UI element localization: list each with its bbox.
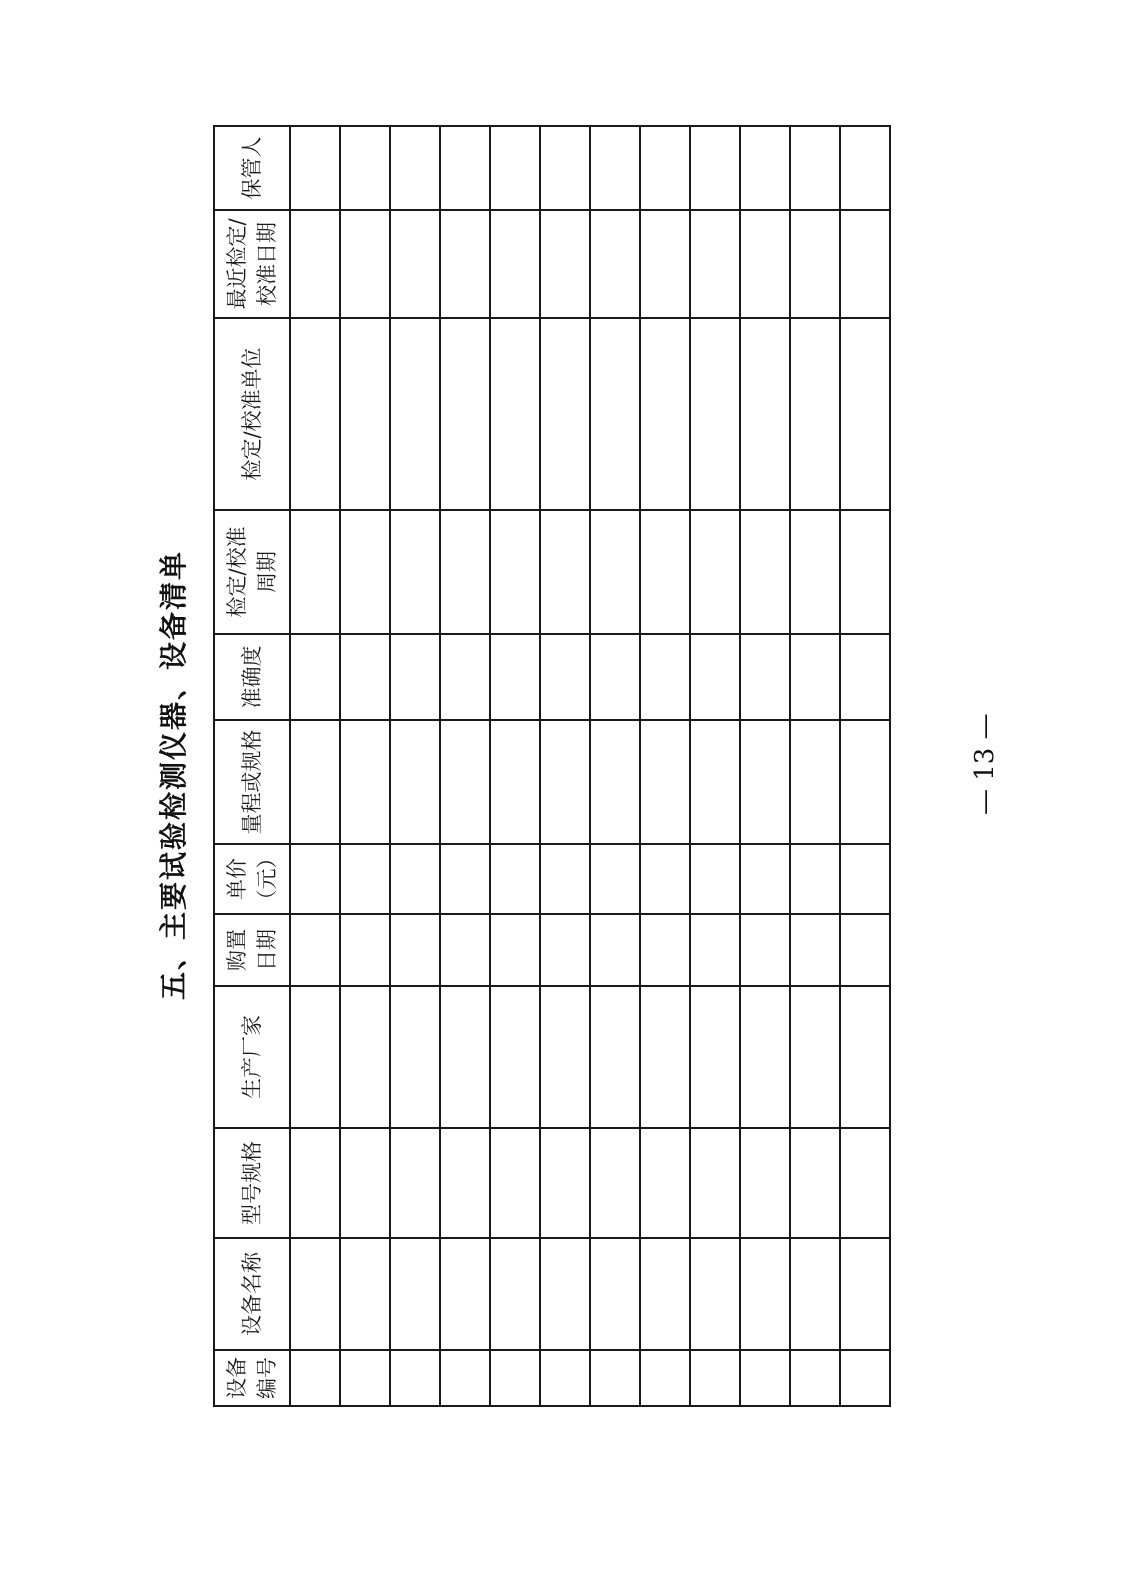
table-row [540,126,590,1406]
table-cell[interactable] [790,210,840,318]
table-cell[interactable] [840,126,890,210]
table-cell[interactable] [440,210,490,318]
table-cell[interactable] [590,1350,640,1406]
table-cell[interactable] [690,1128,740,1238]
column-header: 检定/校准 周期 [214,510,290,634]
column-header: 购置 日期 [214,914,290,986]
table-cell[interactable] [490,986,540,1128]
table-cell[interactable] [390,720,440,844]
table-cell[interactable] [290,986,340,1128]
table-cell[interactable] [690,634,740,720]
table-cell[interactable] [590,720,640,844]
table-cell[interactable] [790,914,840,986]
table-cell[interactable] [540,844,590,914]
table-cell[interactable] [390,986,440,1128]
table-cell[interactable] [790,1128,840,1238]
column-header: 保管人 [214,126,290,210]
table-cell[interactable] [290,1350,340,1406]
table-cell[interactable] [490,1350,540,1406]
table-cell[interactable] [840,844,890,914]
table-cell[interactable] [590,1238,640,1350]
table-cell[interactable] [740,914,790,986]
table-cell[interactable] [340,720,390,844]
table-row [840,126,890,1406]
table-cell[interactable] [440,914,490,986]
table-row [690,126,740,1406]
table-cell[interactable] [840,634,890,720]
table-cell[interactable] [490,318,540,510]
column-header: 设备 编号 [214,1350,290,1406]
table-cell[interactable] [640,210,690,318]
table-cell[interactable] [440,720,490,844]
table-cell[interactable] [690,210,740,318]
table-cell[interactable] [490,720,540,844]
column-header: 生产厂家 [214,986,290,1128]
column-header: 检定/校准单位 [214,318,290,510]
table-cell[interactable] [740,986,790,1128]
table-cell[interactable] [690,1350,740,1406]
table-cell[interactable] [840,986,890,1128]
table-row [640,126,690,1406]
table-cell[interactable] [740,634,790,720]
table-cell[interactable] [290,510,340,634]
table-cell[interactable] [540,1128,590,1238]
table-cell[interactable] [590,210,640,318]
table-cell[interactable] [590,510,640,634]
table-cell[interactable] [290,318,340,510]
table-cell[interactable] [590,634,640,720]
table-cell[interactable] [690,510,740,634]
table-cell[interactable] [540,510,590,634]
table-cell[interactable] [490,210,540,318]
table-cell[interactable] [840,720,890,844]
equipment-table [213,125,891,1407]
table-cell[interactable] [440,126,490,210]
table-cell[interactable] [840,1128,890,1238]
table-cell[interactable] [740,720,790,844]
table-cell[interactable] [790,986,840,1128]
table-cell[interactable] [340,318,390,510]
table-cell[interactable] [740,844,790,914]
table-row [440,126,490,1406]
table-cell[interactable] [640,986,690,1128]
table-cell[interactable] [390,1128,440,1238]
table-cell[interactable] [540,1238,590,1350]
table-cell[interactable] [490,914,540,986]
table-cell[interactable] [640,634,690,720]
table-cell[interactable] [340,1238,390,1350]
equipment-table-wrap [213,127,883,1407]
table-cell[interactable] [640,844,690,914]
table-cell[interactable] [540,914,590,986]
table-row [290,126,340,1406]
column-header: 型号规格 [214,1128,290,1238]
table-cell[interactable] [340,634,390,720]
table-cell[interactable] [440,634,490,720]
column-header: 单价 （元） [214,844,290,914]
table-cell[interactable] [390,914,440,986]
table-row [740,126,790,1406]
table-cell[interactable] [690,844,740,914]
column-header: 设备名称 [214,1238,290,1350]
table-cell[interactable] [540,634,590,720]
table-cell[interactable] [690,986,740,1128]
table-cell[interactable] [690,318,740,510]
table-cell[interactable] [490,844,540,914]
table-cell[interactable] [690,1238,740,1350]
column-header: 最近检定/ 校准日期 [214,210,290,318]
table-cell[interactable] [640,720,690,844]
table-cell[interactable] [440,1128,490,1238]
table-cell[interactable] [840,510,890,634]
table-cell[interactable] [340,844,390,914]
table-cell[interactable] [640,126,690,210]
table-cell[interactable] [740,318,790,510]
table-cell[interactable] [790,634,840,720]
table-cell[interactable] [390,318,440,510]
table-cell[interactable] [290,844,340,914]
table-cell[interactable] [490,126,540,210]
table-cell[interactable] [590,844,640,914]
table-cell[interactable] [490,1238,540,1350]
table-cell[interactable] [640,1238,690,1350]
table-cell[interactable] [790,126,840,210]
table-cell[interactable] [590,986,640,1128]
table-cell[interactable] [640,1350,690,1406]
table-cell[interactable] [440,510,490,634]
table-cell[interactable] [590,318,640,510]
table-cell[interactable] [790,318,840,510]
table-cell[interactable] [340,210,390,318]
table-cell[interactable] [640,1128,690,1238]
column-header: 量程或规格 [214,720,290,844]
table-cell[interactable] [840,210,890,318]
table-cell[interactable] [790,1350,840,1406]
table-cell[interactable] [340,1350,390,1406]
table-cell[interactable] [740,510,790,634]
table-cell[interactable] [540,318,590,510]
table-cell[interactable] [790,844,840,914]
table-cell[interactable] [290,914,340,986]
table-cell[interactable] [440,1350,490,1406]
table-row [390,126,440,1406]
table-cell[interactable] [340,126,390,210]
table-cell[interactable] [290,1128,340,1238]
table-body [290,126,890,1406]
table-cell[interactable] [340,914,390,986]
table-cell[interactable] [290,210,340,318]
table-row [590,126,640,1406]
table-cell[interactable] [540,126,590,210]
table-cell[interactable] [290,634,340,720]
table-cell[interactable] [640,510,690,634]
table-cell[interactable] [390,634,440,720]
table-row [490,126,540,1406]
table-cell[interactable] [540,720,590,844]
table-cell[interactable] [840,1350,890,1406]
table-row [340,126,390,1406]
table-cell[interactable] [690,720,740,844]
table-cell[interactable] [290,1238,340,1350]
table-cell[interactable] [590,914,640,986]
table-cell[interactable] [840,1238,890,1350]
table-cell[interactable] [690,914,740,986]
table-cell[interactable] [740,1350,790,1406]
table-cell[interactable] [740,1128,790,1238]
column-header: 准确度 [214,634,290,720]
table-cell[interactable] [590,126,640,210]
table-cell[interactable] [790,1238,840,1350]
table-cell[interactable] [540,986,590,1128]
table-cell[interactable] [340,986,390,1128]
table-cell[interactable] [390,844,440,914]
table-cell[interactable] [390,1238,440,1350]
table-cell[interactable] [790,720,840,844]
table-cell[interactable] [440,1238,490,1350]
table-cell[interactable] [290,720,340,844]
document-title: 五、主要试验检测仪器、设备清单 [157,549,190,1000]
table-cell[interactable] [440,986,490,1128]
table-cell[interactable] [590,1128,640,1238]
table-cell[interactable] [440,318,490,510]
table-cell[interactable] [390,510,440,634]
table-cell[interactable] [840,318,890,510]
table-cell[interactable] [490,510,540,634]
table-cell[interactable] [640,914,690,986]
table-cell[interactable] [390,1350,440,1406]
table-cell[interactable] [540,1350,590,1406]
table-cell[interactable] [340,510,390,634]
table-cell[interactable] [790,510,840,634]
table-cell[interactable] [640,318,690,510]
table-cell[interactable] [440,844,490,914]
table-row [790,126,840,1406]
table-header-row [214,126,290,1406]
page-number: — 13 — [970,713,1000,815]
table-cell[interactable] [740,210,790,318]
table-cell[interactable] [490,634,540,720]
table-cell[interactable] [490,1128,540,1238]
table-cell[interactable] [340,1128,390,1238]
table-cell[interactable] [740,1238,790,1350]
table-cell[interactable] [540,210,590,318]
table-cell[interactable] [740,126,790,210]
table-cell[interactable] [290,126,340,210]
table-cell[interactable] [840,914,890,986]
table-cell[interactable] [390,126,440,210]
table-cell[interactable] [390,210,440,318]
table-cell[interactable] [690,126,740,210]
